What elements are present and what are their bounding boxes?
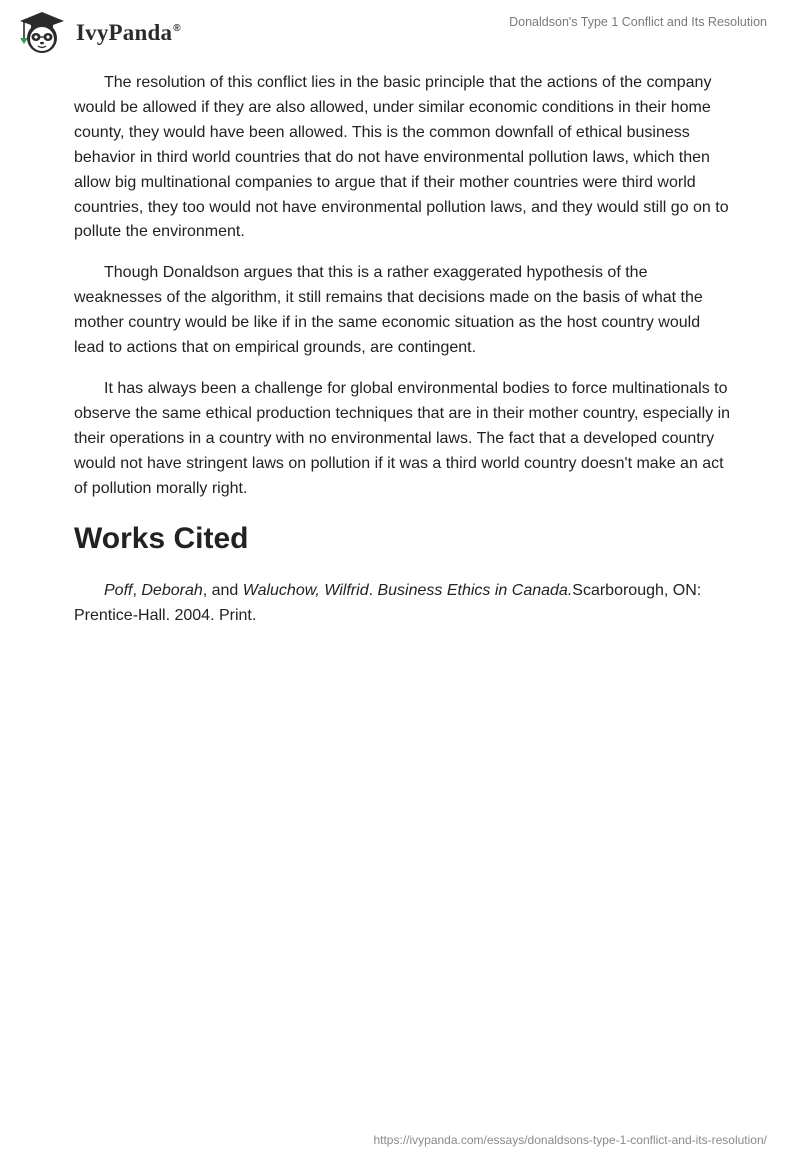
paragraph: The resolution of this conflict lies in the basic principle that the actions of the company would be allowed if they are also allowed, under similar economic conditions in their home county, they would have been allowed. This is the common downfall of ethical business behavior in third world countries that do not have environmental pollution laws, which then allow big multinational companies to argue that if their mother countries were third world countries, they too would not have environmental pollution laws, and they would still go on to pollute the environment. xyxy=(74,74,729,241)
source-url[interactable]: https://ivypanda.com/essays/donaldsons-type-1-conflict-and-its-resolution/ xyxy=(373,1133,767,1147)
citation-author2: Waluchow, Wilfrid xyxy=(242,582,369,599)
citation-publisher: Scarborough, ON: Prentice-Hall. 2004. Print. xyxy=(74,582,702,624)
panda-graduate-icon xyxy=(16,8,68,56)
page-header xyxy=(0,0,800,60)
logo-wordmark: IvyPanda® xyxy=(76,20,181,45)
citation-separator: , xyxy=(132,582,142,599)
citation-entry xyxy=(74,579,734,629)
works-cited-heading: Works Cited xyxy=(74,522,249,555)
citation-author1: Poff xyxy=(104,582,133,599)
paragraph: Though Donaldson argues that this is a rather exaggerated hypothesis of the weaknesses of the algorithm, it still remains that decisions made on the basis of what the mother country would be like if in the same economic situation as the host country would lead to actions that on empirical grounds, are contingent. xyxy=(74,264,703,357)
essay-body xyxy=(74,71,734,624)
citation-title: Business Ethics in Canada. xyxy=(377,582,573,599)
citation-author1-first: Deborah xyxy=(141,582,203,599)
paragraph: It has always been a challenge for global environmental bodies to force multinationals to observe the same ethical production techniques that are in their mother country, especially in their operations in a country with no environmental laws. The fact that a developed country would not have stringent laws on pollution if it was a third world country doesn't make an act of pollution morally right. xyxy=(74,379,731,497)
ivypanda-logo[interactable] xyxy=(16,8,181,56)
citation-separator: . xyxy=(368,582,378,599)
citation-separator: , and xyxy=(202,582,243,599)
document-title: Donaldson's Type 1 Conflict and Its Resolution xyxy=(509,15,767,29)
